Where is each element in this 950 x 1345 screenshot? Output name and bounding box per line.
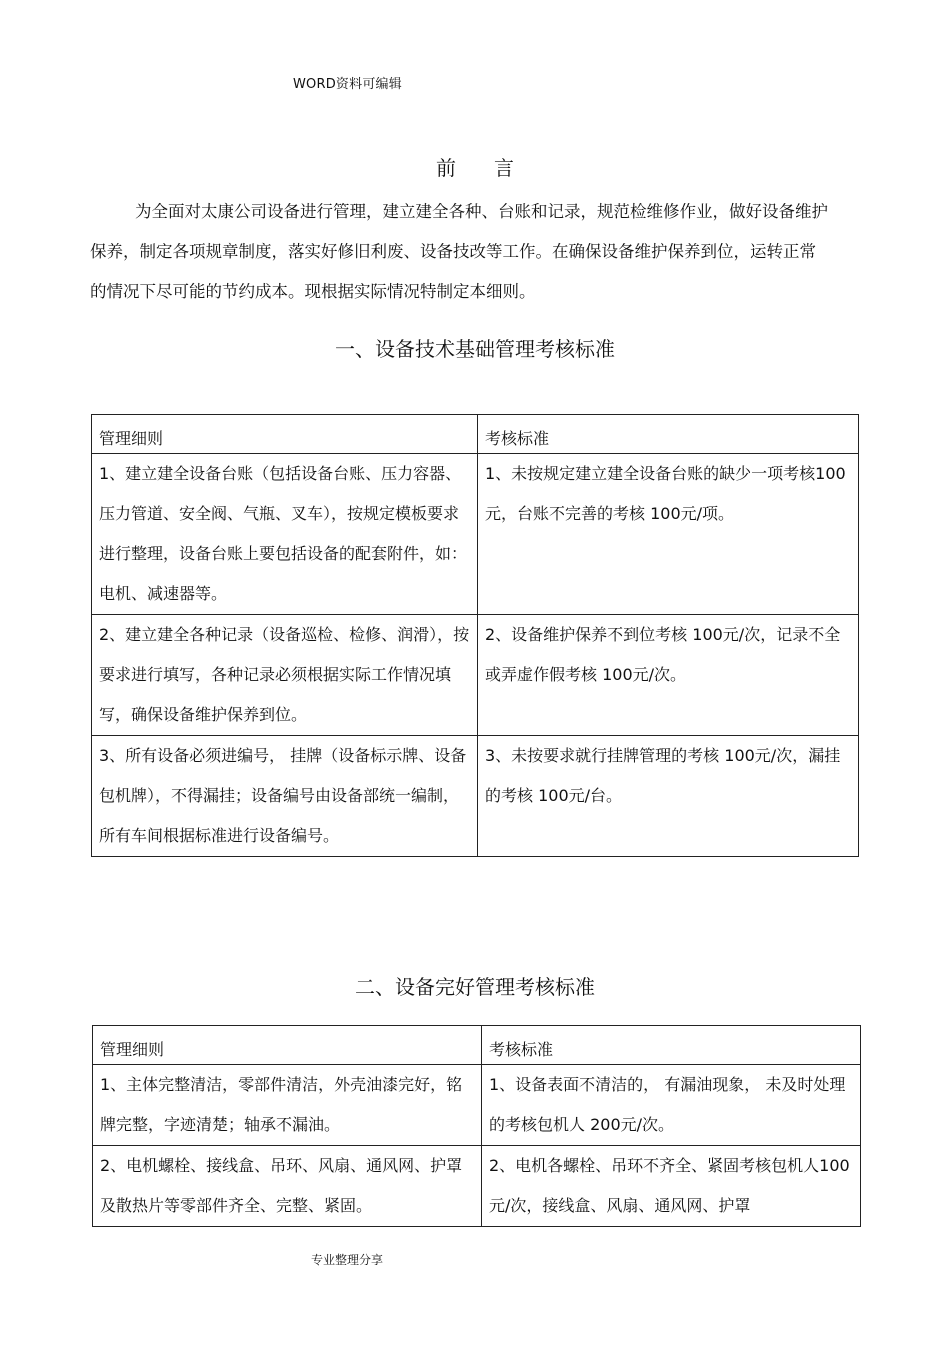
preface-title: 前言 [436,156,552,180]
table-row [92,615,859,736]
assessment-table-1 [91,414,859,857]
rule-cell: 2、电机螺栓、接线盒、吊环、风扇、通风网、护罩及散热片等零部件齐全、完整、紧固。 [93,1146,482,1227]
header-rule: 管理细则 [93,1026,482,1065]
section-title-2: 二、设备完好管理考核标准 [355,975,595,999]
rule-cell: 3、所有设备必须进编号， 挂牌（设备标示牌、设备包机牌），不得漏挂；设备编号由设备部统一编制，所有车间根据标准进行设备编号。 [92,736,478,857]
standard-cell: 1、未按规定建立建全设备台账的缺少一项考核100元，台账不完善的考核 100元/项。 [478,454,859,615]
standard-cell: 2、电机各螺栓、吊环不齐全、紧固考核包机人100元/次，接线盒、风扇、通风网、护罩 [482,1146,861,1227]
header-rule: 管理细则 [92,415,478,454]
table-row [92,454,859,615]
table-row [93,1065,861,1146]
standard-cell: 1、设备表面不清洁的， 有漏油现象， 未及时处理的考核包机人 200元/次。 [482,1065,861,1146]
standard-cell: 3、未按要求就行挂牌管理的考核 100元/次，漏挂的考核 100元/台。 [478,736,859,857]
table-row [92,736,859,857]
header-standard: 考核标准 [478,415,859,454]
rule-cell: 2、建立建全各种记录（设备巡检、检修、润滑），按要求进行填写，各种记录必须根据实际工作情况填写，确保设备维护保养到位。 [92,615,478,736]
header-note: WORD资料可编辑 [293,77,402,92]
header-standard: 考核标准 [482,1026,861,1065]
section-title-1: 一、设备技术基础管理考核标准 [335,337,615,361]
table-row [93,1146,861,1227]
rule-cell: 1、主体完整清洁，零部件清洁，外壳油漆完好，铭牌完整，字迹清楚；轴承不漏油。 [93,1065,482,1146]
standard-cell: 2、设备维护保养不到位考核 100元/次，记录不全或弄虚作假考核 100元/次。 [478,615,859,736]
preface-paragraph: 为全面对太康公司设备进行管理，建立建全各种、台账和记录，规范检维修作业，做好设备维护保养，制定各项规章制度，落实好修旧利废、设备技改等工作。在确保设备维护保养到位，运转正常的情况下尽可能的节约成本。现根据实际情况特制定本细则。 [90,202,828,301]
footer-note: 专业整理分享 [311,1253,384,1267]
table-header-row [93,1026,861,1065]
rule-cell: 1、建立建全设备台账（包括设备台账、压力容器、压力管道、安全阀、气瓶、叉车），按规定模板要求进行整理，设备台账上要包括设备的配套附件，如：电机、减速器等。 [92,454,478,615]
assessment-table-2 [92,1025,861,1227]
table-header-row [92,415,859,454]
